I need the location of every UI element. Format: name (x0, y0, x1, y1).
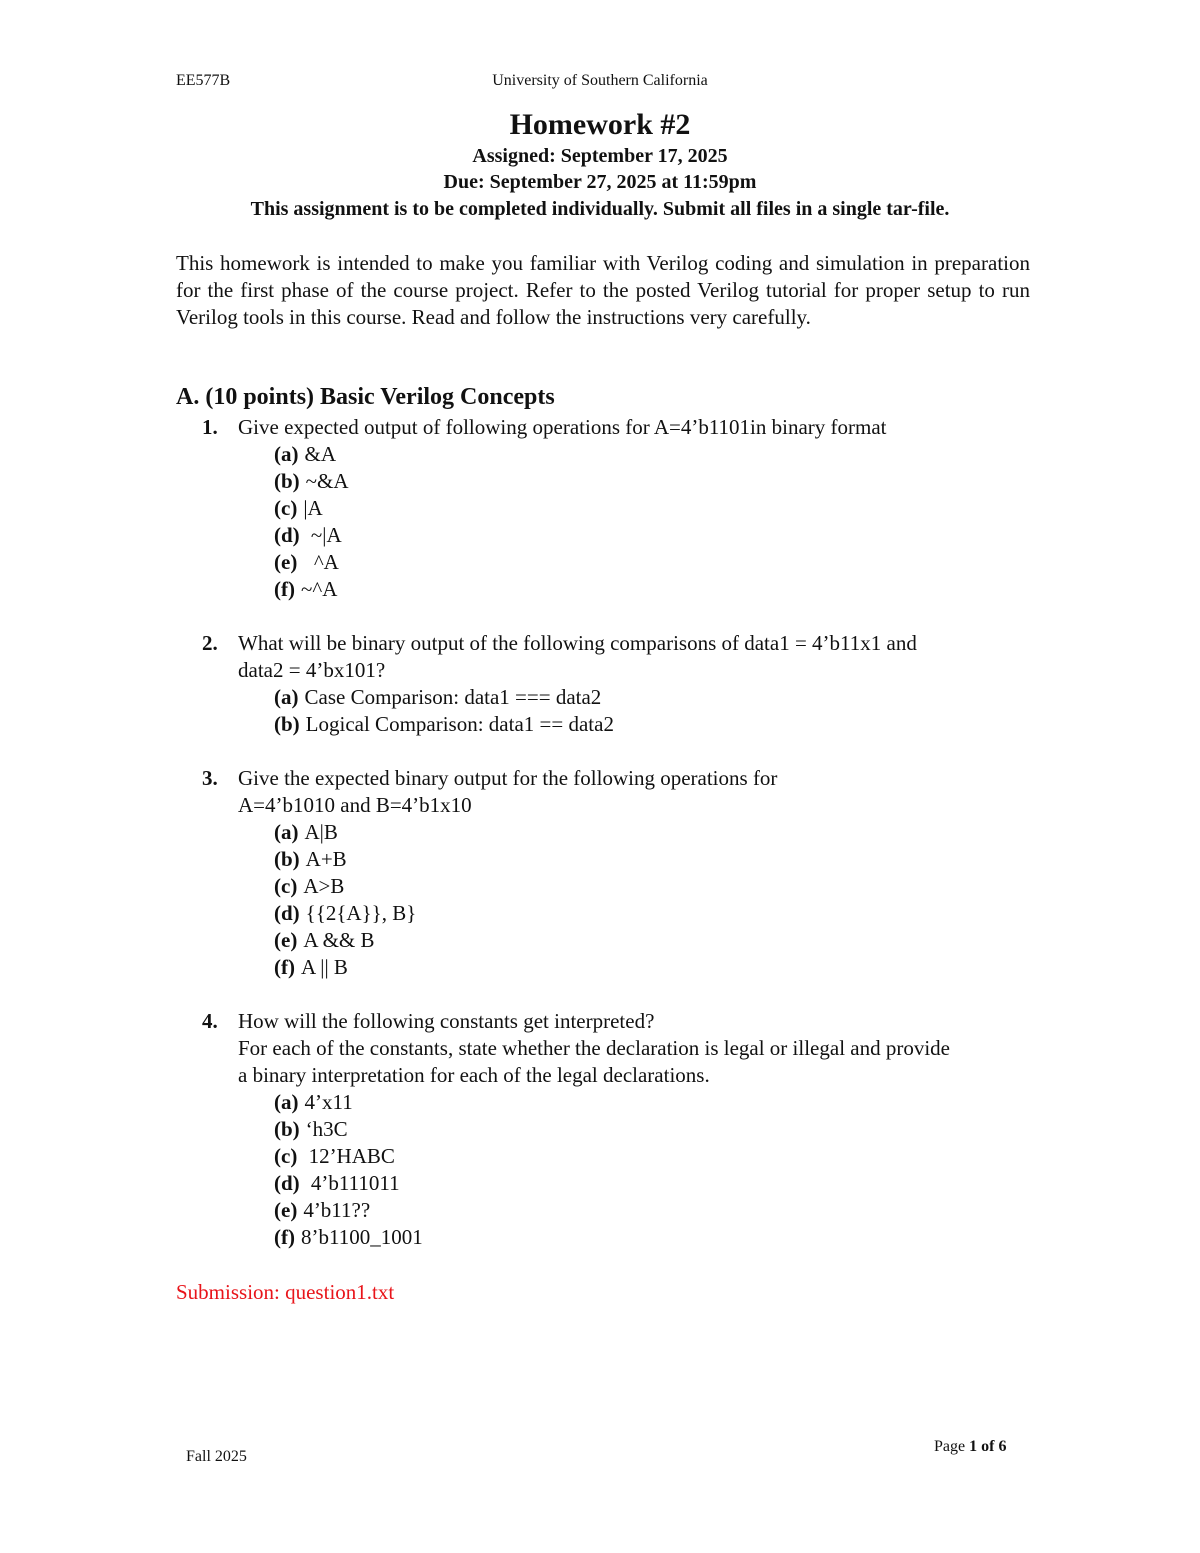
option-item (274, 954, 777, 981)
option-label: (a) (274, 820, 299, 844)
option-label: (e) (274, 928, 298, 952)
question-text-line: Give expected output of following operations for A=4’b1101in binary format (238, 415, 887, 439)
option-text: A|B (304, 820, 338, 844)
option-text: A || B (300, 955, 348, 979)
option-label: (d) (274, 901, 300, 925)
option-label: (c) (274, 874, 298, 898)
option-item (274, 576, 887, 603)
question-text (238, 765, 777, 819)
question-text-line: a binary interpretation for each of the legal declarations. (238, 1063, 710, 1087)
option-label: (c) (274, 1144, 298, 1168)
option-text: ~^A (300, 577, 338, 601)
question-text-line: How will the following constants get interpreted? (238, 1009, 655, 1033)
option-label: (b) (274, 847, 300, 871)
option-item (274, 1143, 950, 1170)
option-label: (b) (274, 469, 300, 493)
footer-semester: Fall 2025 (186, 1448, 247, 1465)
option-list (274, 1089, 950, 1251)
question-text-line: What will be binary output of the following comparisons of data1 = 4’b11x1 and (238, 631, 917, 655)
option-label: (f) (274, 955, 295, 979)
page-total: 6 (998, 1438, 1007, 1455)
option-text: ~|A (305, 523, 342, 547)
option-text: |A (303, 496, 323, 520)
option-item (274, 1170, 950, 1197)
option-text: A>B (303, 874, 345, 898)
option-item (274, 522, 887, 549)
option-label: (a) (274, 442, 299, 466)
option-label: (f) (274, 1225, 295, 1249)
section-a-heading (176, 384, 555, 411)
question-text-line: data2 = 4’bx101? (238, 658, 386, 682)
page-word: Page (934, 1438, 966, 1455)
question-number: 3. (202, 766, 218, 790)
option-label: (a) (274, 1090, 299, 1114)
individual-note: This assignment is to be completed individually. Submit all files in a single tar-file. (250, 198, 950, 220)
option-text: ~&A (305, 469, 349, 493)
option-item (274, 549, 887, 576)
question-text (238, 414, 887, 441)
option-list (274, 819, 777, 981)
option-text: 8’b1100_1001 (300, 1225, 423, 1249)
option-list (274, 441, 887, 603)
question-text (238, 630, 917, 684)
header-course-code: EE577B (176, 72, 231, 89)
option-label: (d) (274, 523, 300, 547)
option-item (274, 1116, 950, 1143)
option-list (274, 684, 917, 738)
due-date: Due: September 27, 2025 at 11:59pm (443, 171, 757, 193)
question-text (238, 1008, 950, 1089)
option-label: (a) (274, 685, 299, 709)
submission-note: Submission: question1.txt (176, 1280, 395, 1304)
option-text: 12’HABC (303, 1144, 395, 1168)
option-text: Case Comparison: data1 === data2 (304, 685, 602, 709)
header-university: University of Southern California (492, 72, 708, 89)
option-item (274, 711, 917, 738)
option-text: &A (304, 442, 336, 466)
option-text: Logical Comparison: data1 == data2 (305, 712, 614, 736)
option-text: A+B (305, 847, 347, 871)
option-item (274, 873, 777, 900)
option-text: A && B (303, 928, 375, 952)
page-title: Homework #2 (509, 108, 691, 141)
option-item (274, 468, 887, 495)
page-of-word: of (981, 1438, 995, 1455)
question-3 (202, 765, 777, 981)
section-title: (10 points) Basic Verilog Concepts (205, 384, 555, 410)
question-number: 1. (202, 415, 218, 439)
question-text-line: For each of the constants, state whether the declaration is legal or illegal and provide (238, 1036, 951, 1060)
option-text: {{2{A}}, B} (305, 901, 417, 925)
option-label: (f) (274, 577, 295, 601)
option-item (274, 1224, 950, 1251)
option-text: ^A (303, 550, 339, 574)
option-text: 4’x11 (304, 1090, 353, 1114)
option-text: ‘h3C (305, 1117, 348, 1141)
question-number: 4. (202, 1009, 218, 1033)
option-item (274, 927, 777, 954)
option-item (274, 846, 777, 873)
option-item (274, 1197, 950, 1224)
option-item (274, 1089, 950, 1116)
option-item (274, 819, 777, 846)
page-number (934, 1438, 1006, 1456)
intro-paragraph: This homework is intended to make you familiar with Verilog coding and simulation in preparation for the first phase of the course project. Refer to the posted Verilog tutorial for proper setup to run Verilog tools in this course. Read and follow the instructions very carefully. (176, 251, 1030, 329)
assigned-date: Assigned: September 17, 2025 (472, 145, 728, 167)
option-label: (e) (274, 1198, 298, 1222)
option-text: 4’b11?? (303, 1198, 371, 1222)
option-item (274, 495, 887, 522)
option-label: (e) (274, 550, 298, 574)
section-letter: A. (176, 384, 200, 410)
option-label: (b) (274, 712, 300, 736)
option-label: (d) (274, 1171, 300, 1195)
question-text-line: A=4’b1010 and B=4’b1x10 (238, 793, 472, 817)
question-2 (202, 630, 917, 738)
page-current: 1 (969, 1438, 978, 1455)
option-item (274, 900, 777, 927)
question-number: 2. (202, 631, 218, 655)
option-text: 4’b111011 (305, 1171, 400, 1195)
option-item (274, 441, 887, 468)
option-label: (b) (274, 1117, 300, 1141)
question-text-line: Give the expected binary output for the following operations for (238, 766, 778, 790)
option-label: (c) (274, 496, 298, 520)
question-1 (202, 414, 887, 603)
option-item (274, 684, 917, 711)
question-4 (202, 1008, 950, 1251)
